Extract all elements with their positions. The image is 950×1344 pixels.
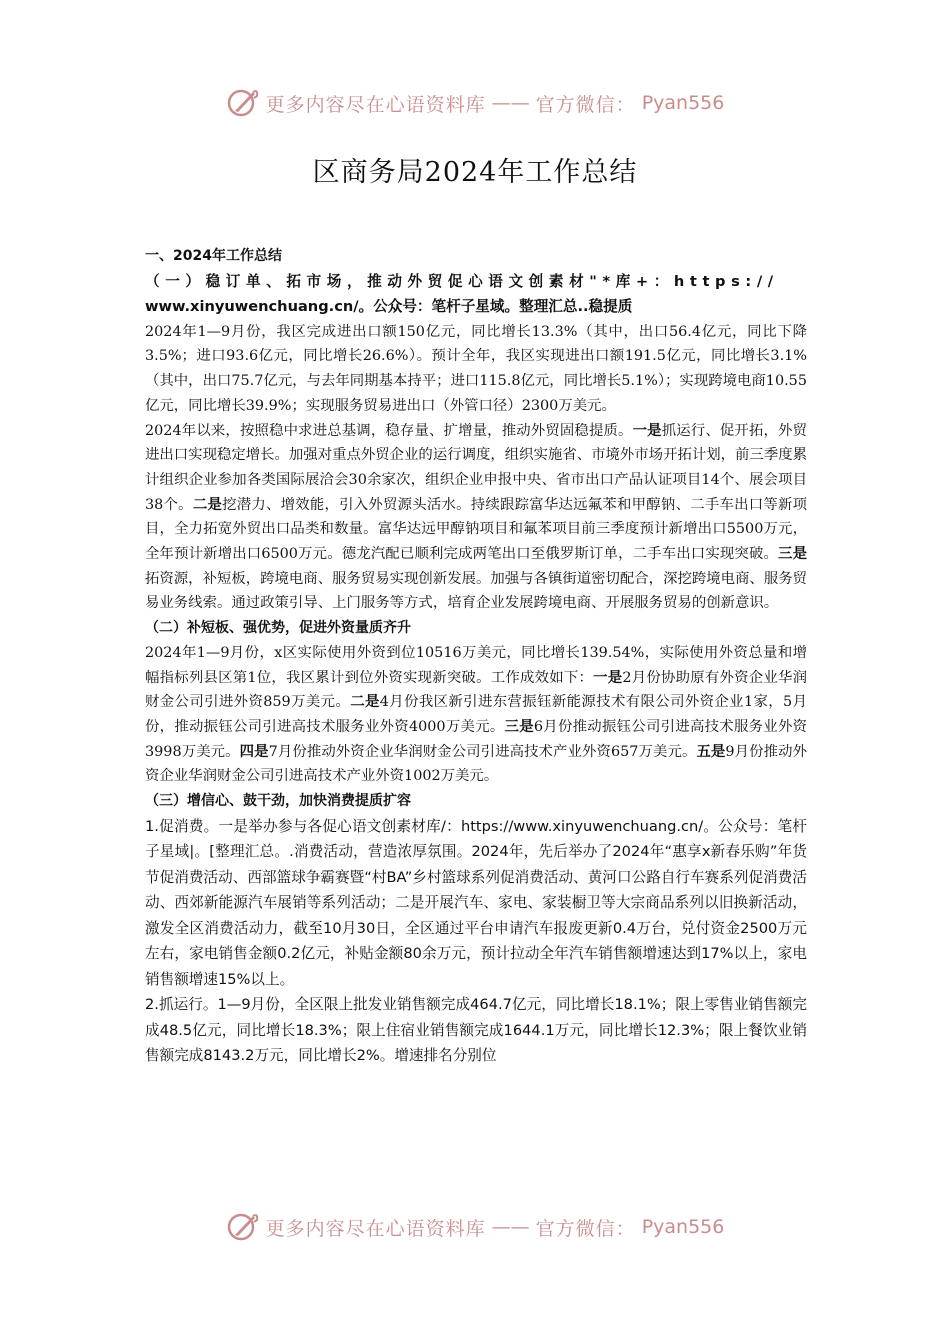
- document-body: [145, 244, 807, 1069]
- p3-part-2: 4月份我区新引进东营振钰新能源技术有限公司外资企业1家，5月份，推动振钰公司引进高技术服务业外资4000万美元。: [145, 694, 807, 735]
- p3-part-3: 6月份推动振钰公司引进高技术服务业外资3998万美元。: [145, 718, 807, 760]
- subsection-heading-1b: www.xinyuwenchuang.cn/。公众号：笔杆子星域。整理汇总..稳提质: [145, 298, 633, 316]
- banner-wechat-id: Pyan556: [641, 92, 725, 114]
- banner-wechat-label: 官方微信：: [535, 1217, 636, 1240]
- p3-part-5: 9月份推动外资企业华润财金公司引进高技术产业外资1002万美元。: [145, 743, 807, 785]
- p3-part-1: 2月份协助原有外资企业华润财金公司引进外资859万美元。: [145, 669, 807, 711]
- banner-text: 更多内容尽在心语资料库: [265, 1217, 486, 1240]
- p2-marker-1: 一是: [632, 421, 662, 439]
- paragraph-2: [145, 419, 807, 617]
- header-watermark-banner: [0, 86, 950, 124]
- paragraph-3: [145, 641, 807, 789]
- p2-part-2: 挖潜力、增效能，引入外贸源头活水。持续跟踪富华达远氟苯和甲醇钠、二手车出口等新项目，全力拓宽外贸出口品类和数量。富华达远甲醇钠项目和氟苯项目前三季度预计新增出口5500万元，全年预计新增出口6500万元。德龙汽配已顺利完成两笔出口至俄罗斯订单，二手车出口实现突破。: [145, 496, 807, 563]
- p2-marker-2: 二是: [192, 495, 223, 513]
- paragraph-5: 2.抓运行。1—9月份，全区限上批发业销售额完成464.7亿元，同比增长18.1%；限上零售业销售额完成48.5亿元，同比增长18.3%；限上住宿业销售额完成1644.1万元，同比增长12.3%；限上餐饮业销售额完成8143.2万元，同比增长2%。增速排名分别位: [145, 996, 807, 1065]
- banner-text: 更多内容尽在心语资料库: [265, 93, 486, 116]
- subsection-heading-3: （三）增信心、鼓干劲，加快消费提质扩容: [145, 793, 411, 810]
- banner-separator: ——: [491, 92, 530, 114]
- footer-watermark-banner: [0, 1210, 950, 1248]
- paragraph-1: 2024年1—9月份，我区完成进出口额150亿元，同比增长13.3%（其中，出口56.4亿元，同比下降3.5%；进口93.6亿元，同比增长26.6%）。预计全年，我区实现进出口额191.5亿元，同比增长3.1%（其中，出口75.7亿元，与去年同期基本持平；进口115.8亿元，同比增长5.1%）；实现跨境电商10.55亿元，同比增长39.9%；实现服务贸易进出口（外管口径）2300万美元。: [145, 323, 807, 414]
- banner-wechat-label: 官方微信：: [535, 93, 636, 116]
- subsection-heading-1a: （一）稳订单、拓市场，推动外贸促心语文创素材"*库+：https://: [145, 272, 779, 290]
- banner-wechat-id: Pyan556: [641, 1216, 725, 1238]
- p3-part-4: 7月份推动外资企业华润财金公司引进高技术产业外资657万美元。: [268, 743, 697, 760]
- p2-part-3: 拓资源，补短板，跨境电商、服务贸易实现创新发展。加强与各镇街道密切配合，深挖跨境电商、服务贸易业务线索。通过政策引导、上门服务等方式，培育企业发展跨境电商、开展服务贸易的创新意识。: [145, 570, 807, 612]
- banner-separator: ——: [491, 1216, 530, 1238]
- p3-marker-4: 四是: [239, 742, 269, 760]
- section-heading-1: 一、2024年工作总结: [145, 248, 282, 264]
- document-title: 区商务局2024年工作总结: [312, 157, 638, 188]
- p2-part-1: 抓运行、促开拓，外贸进出口实现稳定增长。加强对重点外贸企业的运行调度，组织实施省、市境外市场开拓计划，前三季度累计组织企业参加各类国际展洽会30余家次，组织企业申报中央、省市出口产品认证项目14个、展会项目38个。: [145, 422, 807, 513]
- quill-logo-icon: [226, 86, 260, 120]
- paragraph-4: 1.促消费。一是举办参与各促心语文创素材库/：https://www.xinyuwenchuang.cn/。公众号：笔杆子星域|。[整理汇总。.消费活动，营造浓厚氛围。2024年，先后举办了2024年“惠享x新春乐购”年货节促消费活动、西部篮球争霸赛暨“村BA”乡村篮球系列促消费活动、黄河口公路自行车赛系列促消费活动、西郊新能源汽车展销等系列活动；二是开展汽车、家电、家装橱卫等大宗商品系列以旧换新活动，激发全区消费活动力，截至10月30日，全区通过平台申请汽车报废更新0.4万台，兑付资金2500万元左右，家电销售金额0.2亿元，补贴金额80余万元，预计拉动全年汽车销售额增速达到17%以上，家电销售额增速15%以上。: [145, 817, 807, 988]
- p3-marker-3: 三是: [504, 717, 534, 735]
- subsection-heading-2: （二）补短板、强优势，促进外资量质齐升: [145, 620, 411, 637]
- p2-intro: 2024年以来，按照稳中求进总基调，稳存量、扩增量，推动外贸固稳提质。: [145, 422, 633, 439]
- p3-intro: 2024年1—9月份，x区实际使用外资到位10516万美元，同比增长139.54%，实际使用外资总量和增幅指标列县区第1位，我区累计到位外资实现新突破。工作成效如下：: [145, 644, 807, 686]
- p2-marker-3: 三是: [778, 545, 807, 563]
- p3-marker-5: 五是: [696, 742, 726, 760]
- quill-logo-icon: [226, 1210, 260, 1244]
- p3-marker-2: 二是: [350, 693, 380, 711]
- p3-marker-1: 一是: [593, 668, 623, 686]
